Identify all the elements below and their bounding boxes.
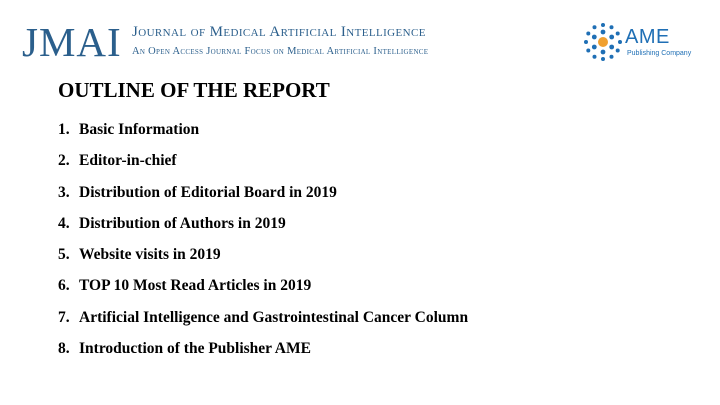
outline-item-label: Editor-in-chief xyxy=(79,152,177,170)
outline-item xyxy=(58,213,468,244)
outline-item-number: 7. xyxy=(58,308,70,326)
journal-subtitle: An Open Access Journal Focus on Medical Artificial Intelligence xyxy=(132,46,429,57)
journal-title: Journal of Medical Artificial Intelligence xyxy=(132,24,426,40)
ame-publisher-name: AME xyxy=(625,26,670,48)
outline-item xyxy=(58,119,468,150)
outline-item xyxy=(58,244,468,275)
outline-item-number: 4. xyxy=(58,214,70,232)
outline-item-label: Distribution of Editorial Board in 2019 xyxy=(79,183,337,201)
outline-item-number: 8. xyxy=(58,340,70,358)
outline-item-label: TOP 10 Most Read Articles in 2019 xyxy=(79,277,312,295)
outline-item-label: Artificial Intelligence and Gastrointestinal Cancer Column xyxy=(79,308,469,326)
outline-item xyxy=(58,182,468,213)
outline-item-number: 6. xyxy=(58,277,70,295)
outline-item-label: Introduction of the Publisher AME xyxy=(79,340,311,358)
outline-item-label: Website visits in 2019 xyxy=(79,246,221,264)
outline-list xyxy=(58,119,468,369)
outline-item-number: 1. xyxy=(58,121,70,138)
outline-item-label: Basic Information xyxy=(79,121,200,138)
outline-item-number: 3. xyxy=(58,183,70,201)
outline-item xyxy=(58,275,468,306)
ame-dots-icon xyxy=(583,22,623,62)
outline-item-number: 2. xyxy=(58,152,70,170)
outline-title: OUTLINE OF THE REPORT xyxy=(58,78,330,102)
outline-item xyxy=(58,338,468,369)
jmai-logo: JMAI xyxy=(22,19,122,65)
outline-item-label: Distribution of Authors in 2019 xyxy=(79,214,286,232)
outline-item-number: 5. xyxy=(58,246,70,264)
ame-publisher-tagline: Publishing Company xyxy=(627,50,692,57)
outline-item xyxy=(58,150,468,181)
outline-item xyxy=(58,307,468,338)
ame-publisher-logo xyxy=(583,22,703,62)
